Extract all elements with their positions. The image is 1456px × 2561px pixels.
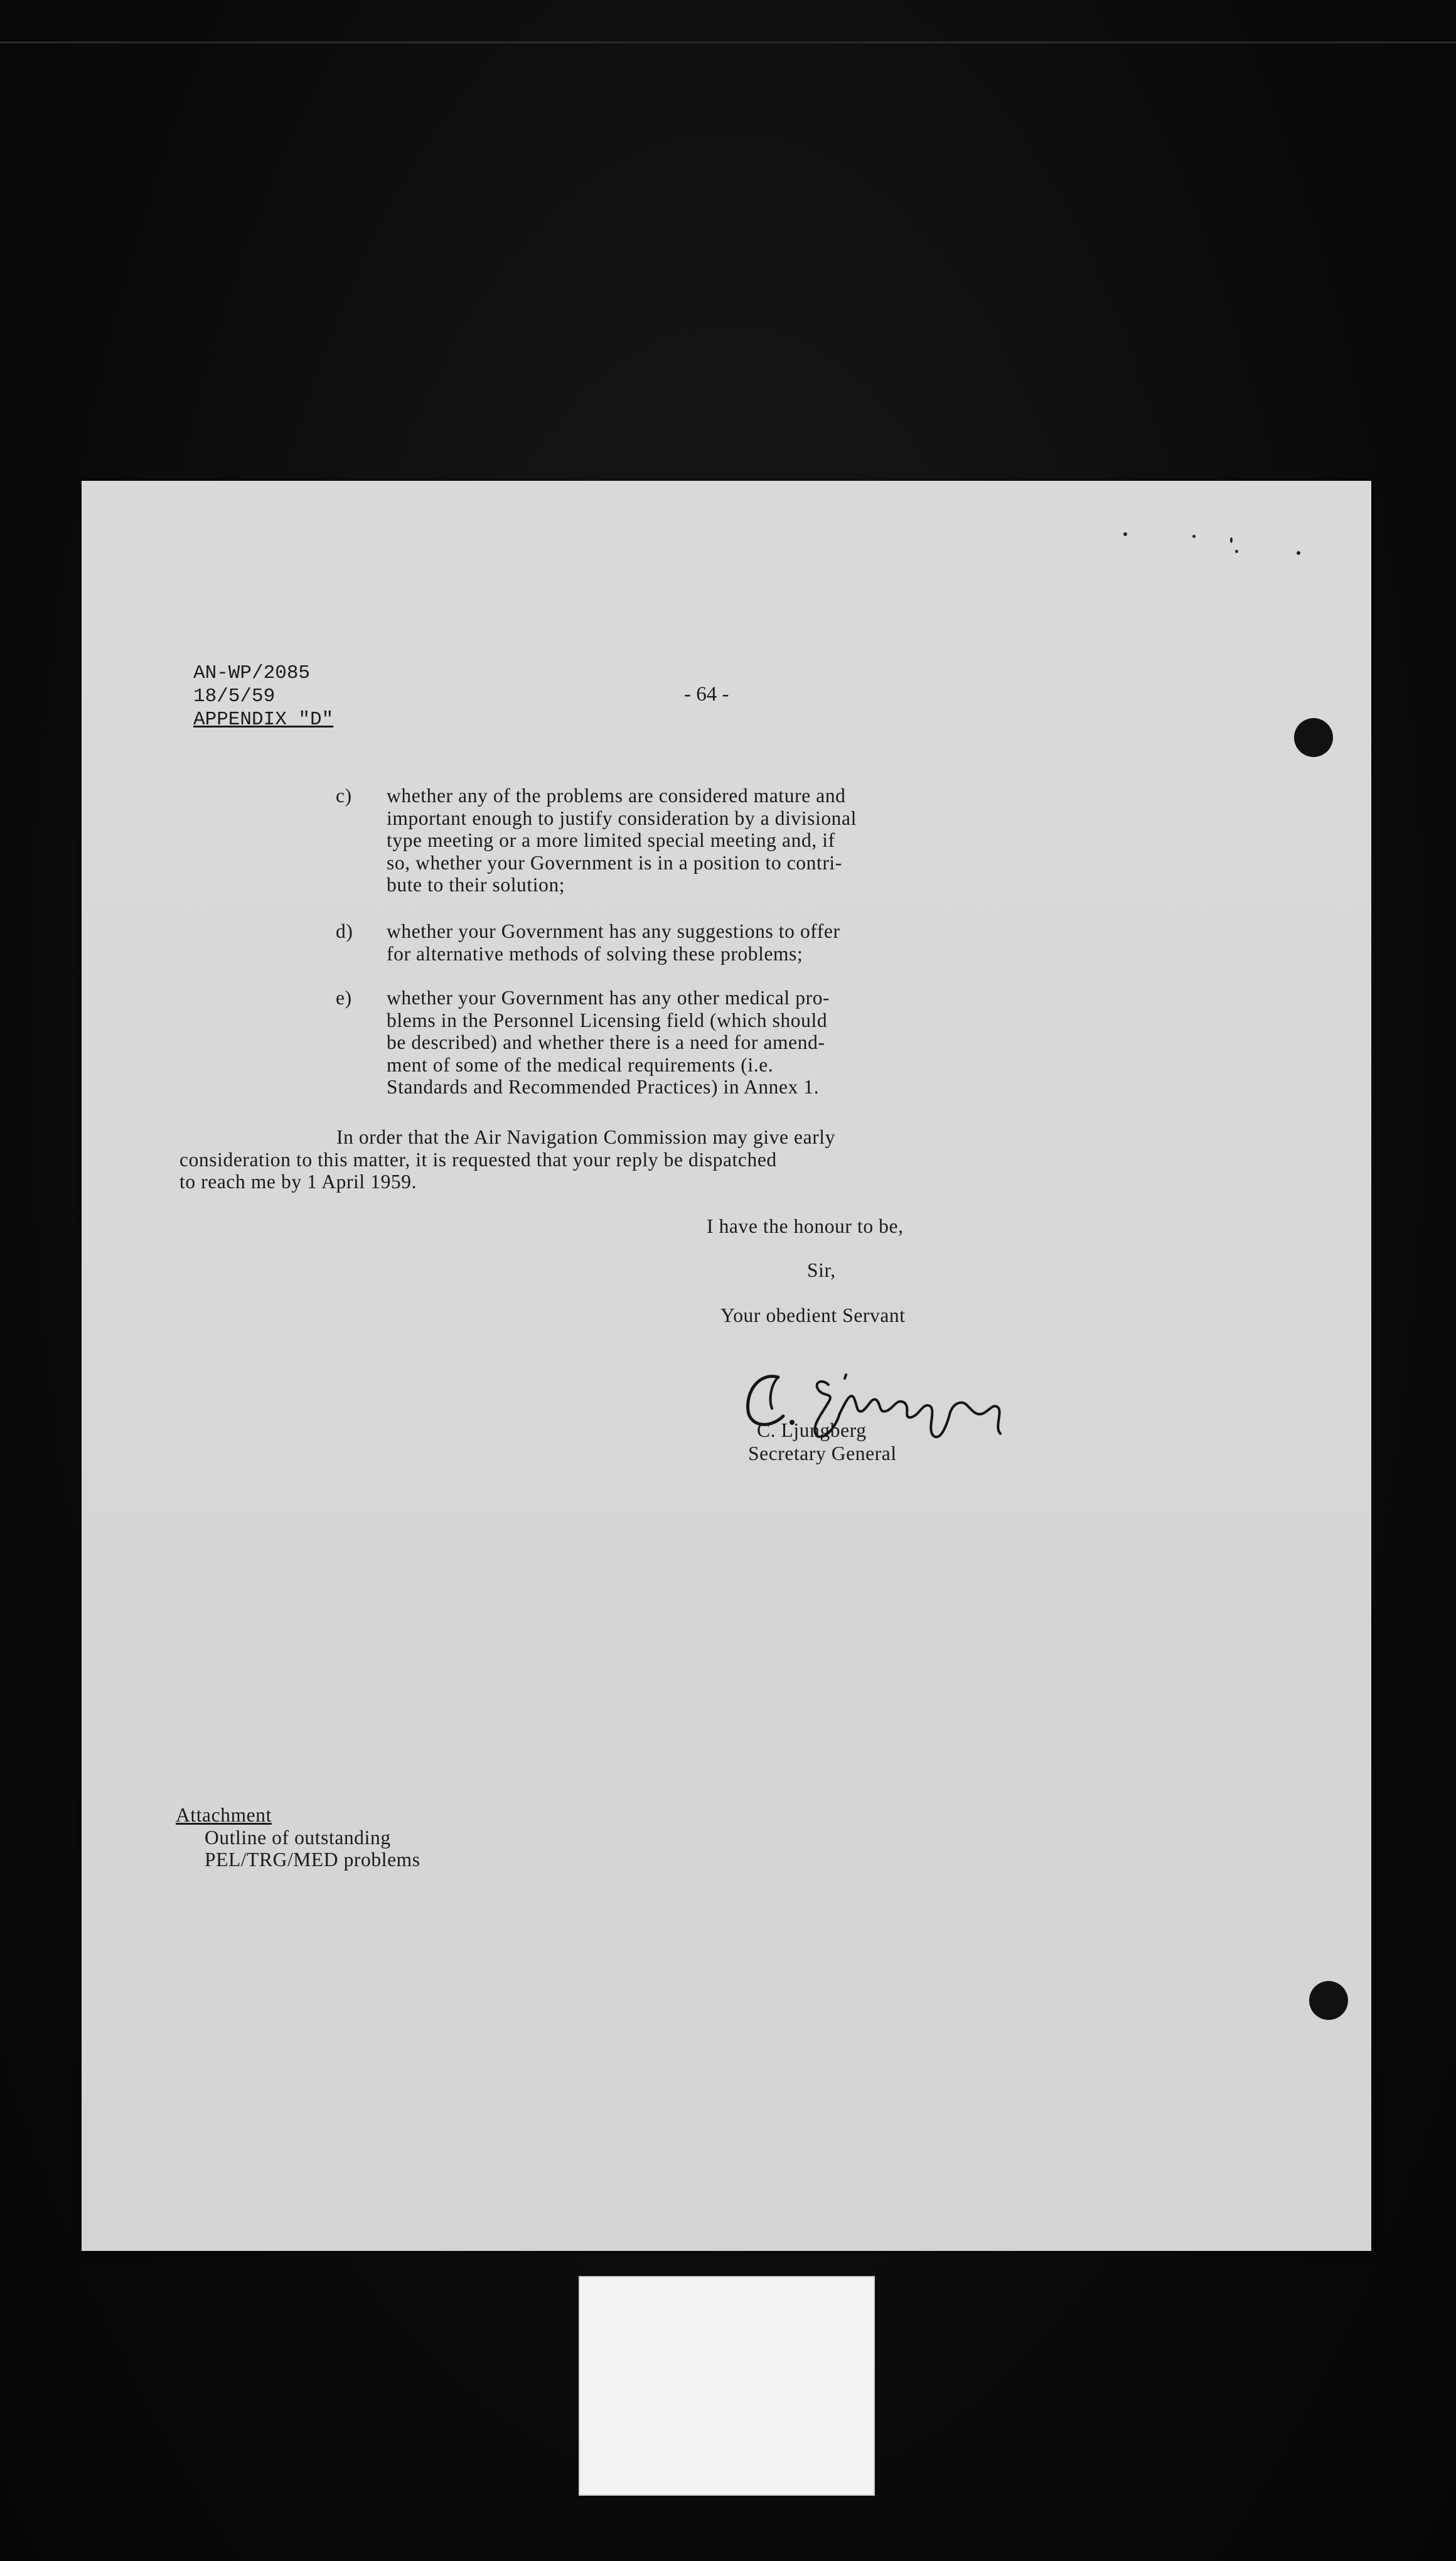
list-item-letter: e) bbox=[336, 987, 352, 1009]
appendix-label: APPENDIX "D" bbox=[193, 709, 334, 731]
salutation: Sir, bbox=[807, 1259, 836, 1281]
text-line: be described) and whether there is a need for amend- bbox=[387, 1031, 825, 1053]
document-reference bbox=[193, 662, 333, 731]
text-line: consideration to this matter, it is requested that your reply be dispatched bbox=[179, 1148, 777, 1171]
reference-number: AN-WP/2085 bbox=[193, 662, 311, 684]
punch-hole-bottom bbox=[1309, 1981, 1348, 2020]
scan-edge-line bbox=[0, 41, 1456, 43]
text-line: Standards and Recommended Practices) in Annex 1. bbox=[387, 1076, 820, 1098]
list-item-text bbox=[387, 785, 1083, 896]
blank-slip bbox=[579, 2276, 875, 2496]
document-page bbox=[82, 481, 1371, 2251]
signatory-title: Secretary General bbox=[748, 1442, 897, 1464]
speck bbox=[1123, 532, 1127, 536]
text-line: blems in the Personnel Licensing field (which should bbox=[387, 1009, 828, 1031]
attachment-line: Outline of outstanding bbox=[205, 1826, 391, 1849]
attachment-title: Attachment bbox=[176, 1804, 272, 1826]
text-line: important enough to justify consideration by a divisional bbox=[387, 807, 857, 829]
honour-line: I have the honour to be, bbox=[707, 1215, 904, 1237]
text-line: bute to their solution; bbox=[387, 874, 565, 896]
reference-date: 18/5/59 bbox=[193, 685, 276, 707]
list-item-letter: c) bbox=[336, 785, 352, 807]
list-item-text bbox=[387, 920, 1083, 965]
speck bbox=[1297, 551, 1300, 555]
text-line: ment of some of the medical requirements (i.e. bbox=[387, 1053, 774, 1076]
closing-servant: Your obedient Servant bbox=[720, 1304, 906, 1326]
speck bbox=[1235, 550, 1238, 553]
text-line: whether any of the problems are considered mature and bbox=[387, 785, 846, 807]
list-item-letter: d) bbox=[336, 920, 353, 942]
text-line: type meeting or a more limited special meeting and, if bbox=[387, 829, 835, 851]
text-line: In order that the Air Navigation Commission may give early bbox=[336, 1126, 836, 1148]
closing-paragraph bbox=[179, 1126, 1159, 1193]
text-line: so, whether your Government is in a position to contri- bbox=[387, 851, 842, 874]
text-line: for alternative methods of solving these problems; bbox=[387, 942, 803, 965]
list-item-text bbox=[387, 987, 1083, 1098]
text-line: to reach me by 1 April 1959. bbox=[179, 1171, 417, 1193]
page-number: - 64 - bbox=[684, 683, 729, 706]
text-line: whether your Government has any other medical pro- bbox=[387, 987, 830, 1009]
text-line: whether your Government has any suggestions to offer bbox=[387, 920, 840, 942]
punch-hole-top bbox=[1294, 718, 1333, 757]
speck bbox=[1230, 537, 1233, 543]
attachment-line: PEL/TRG/MED problems bbox=[205, 1849, 420, 1871]
speck bbox=[1192, 535, 1196, 538]
signatory-name: C. Ljungberg bbox=[757, 1419, 867, 1441]
attachment-block bbox=[176, 1804, 420, 1871]
